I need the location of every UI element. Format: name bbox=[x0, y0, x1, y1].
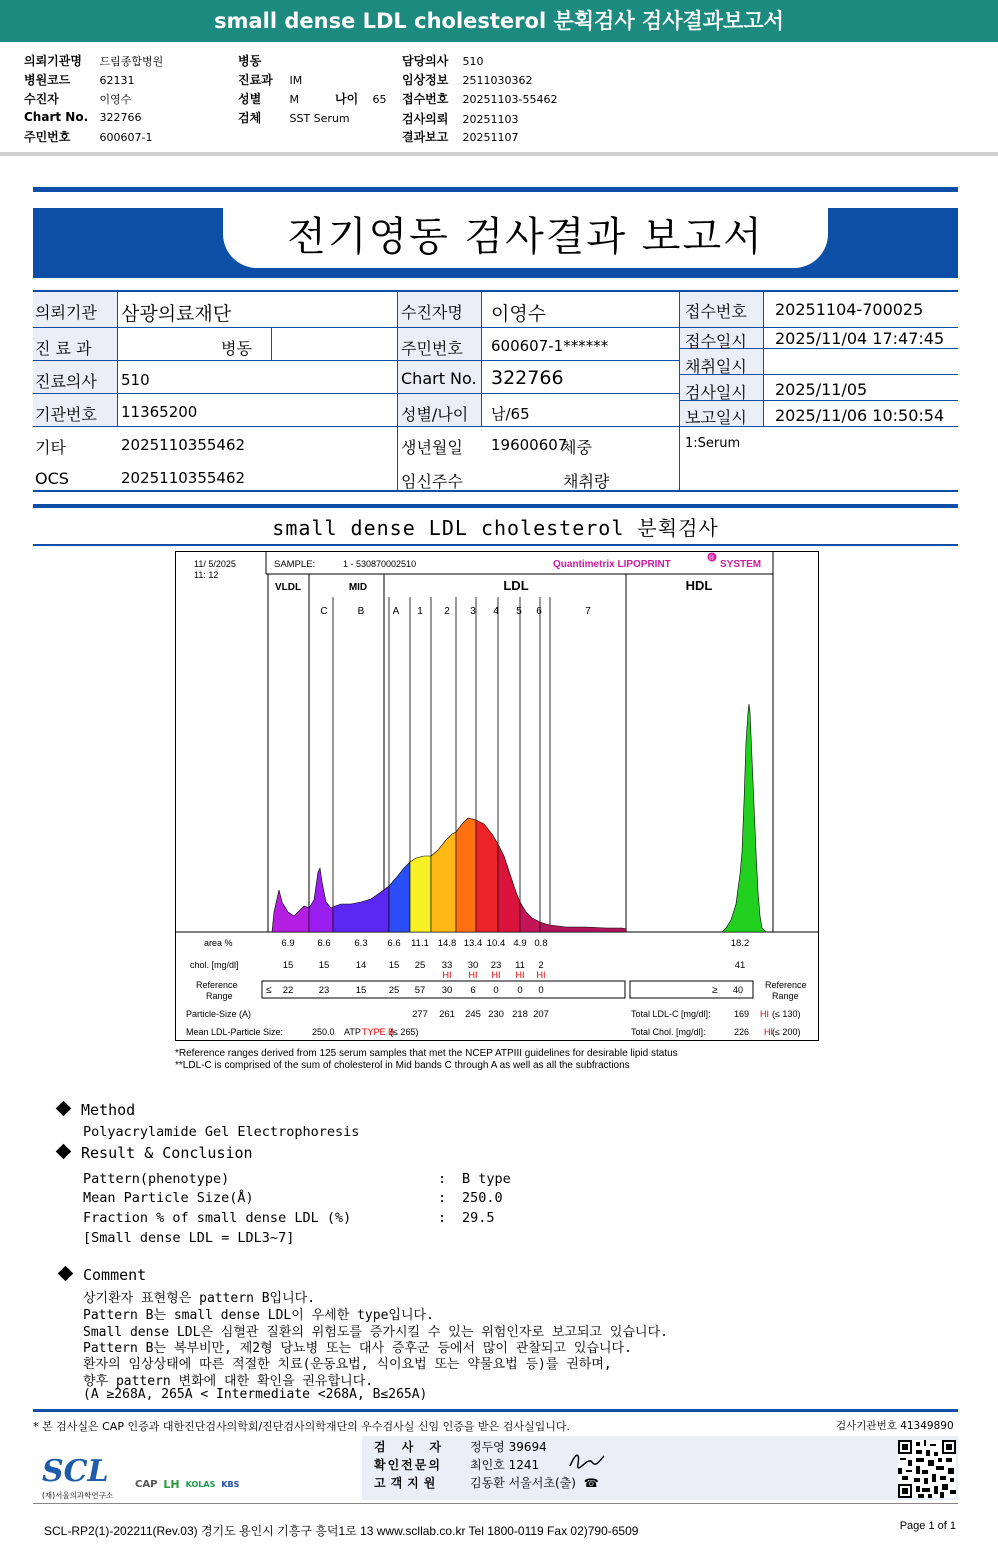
band-area bbox=[272, 890, 309, 932]
area-pct-value: 6.6 bbox=[317, 938, 331, 949]
band-area bbox=[410, 856, 431, 932]
ref-range-value: 57 bbox=[414, 985, 426, 996]
info-value: 510 bbox=[462, 55, 484, 68]
group-label: LDL bbox=[503, 578, 529, 593]
info-request-row bbox=[402, 110, 519, 127]
chol-value: 15 bbox=[388, 960, 400, 971]
info-hospital-code-row bbox=[24, 71, 135, 88]
ref-range-value: 22 bbox=[282, 985, 294, 996]
result-note: [Small dense LDL = LDL3~7] bbox=[83, 1230, 295, 1246]
band-area bbox=[498, 844, 520, 932]
name-label: 수진자명 bbox=[401, 303, 463, 322]
chol-value: 33 bbox=[441, 960, 453, 971]
particle-size-value: 277 bbox=[412, 1009, 428, 1020]
result-label: Mean Particle Size(Å) bbox=[83, 1190, 254, 1206]
info-value: SST Serum bbox=[289, 112, 350, 125]
certification-logos bbox=[135, 1478, 239, 1491]
comment-line: Small dense LDL은 심혈관 질환의 위험도를 증가시킬 수 있는 위험인자로 보고되고 있습니다. bbox=[83, 1325, 668, 1340]
mean-ldl-value: 250.0 bbox=[312, 1027, 335, 1037]
info-value: 62131 bbox=[99, 74, 135, 87]
chol-value: 30 bbox=[467, 960, 479, 971]
result-value: 250.0 bbox=[462, 1190, 503, 1206]
total-ldl-flag: HI bbox=[760, 1009, 769, 1019]
total-chol-value: 226 bbox=[734, 1027, 750, 1037]
test-dt-label: 검사일시 bbox=[685, 383, 747, 402]
ref-range-value: 0 bbox=[538, 985, 544, 996]
divider bbox=[763, 292, 764, 426]
receipt-dt-label: 접수일시 bbox=[685, 332, 747, 351]
kbs-logo-icon: KBS bbox=[221, 1480, 240, 1489]
area-pct-value: 18.2 bbox=[730, 938, 750, 949]
band-area bbox=[722, 704, 766, 932]
info-value: 2511030362 bbox=[462, 74, 533, 87]
phone-icon: ☎ bbox=[583, 1476, 599, 1490]
comment-line: Pattern B는 복부비만, 제2형 당뇨병 또는 대사 증후군 등에서 많이 관찰되고 있습니다. bbox=[83, 1341, 632, 1356]
chol-value: 15 bbox=[318, 960, 330, 971]
ref-range-value: 23 bbox=[318, 985, 330, 996]
group-label: VLDL bbox=[274, 582, 302, 593]
info-value: IM bbox=[289, 74, 303, 87]
mean-type: TYPE B bbox=[362, 1027, 395, 1037]
lipoprint-chart-svg bbox=[176, 552, 818, 1040]
result-heading-text: Result & Conclusion bbox=[81, 1144, 253, 1162]
divider bbox=[33, 504, 958, 508]
pregnancy-label: 임신주수 bbox=[401, 472, 463, 491]
signature-box bbox=[362, 1436, 958, 1500]
comment-heading bbox=[60, 1266, 146, 1284]
divider bbox=[397, 292, 398, 492]
band-area bbox=[540, 922, 626, 932]
ref-range-value: 6 bbox=[470, 985, 476, 996]
doctor-value: 510 bbox=[121, 371, 150, 389]
group-label: MID bbox=[348, 582, 368, 593]
method-heading bbox=[58, 1101, 135, 1119]
area-pct-value: 10.4 bbox=[486, 938, 506, 949]
band-area bbox=[476, 820, 498, 932]
signature-icon bbox=[566, 1450, 606, 1472]
band-label: A bbox=[392, 606, 400, 617]
info-age-label: 나이 bbox=[335, 92, 359, 106]
signer-label: 고객지원 bbox=[374, 1476, 441, 1490]
divider bbox=[33, 426, 958, 427]
info-value: 600607-1 bbox=[99, 131, 153, 144]
divider bbox=[33, 187, 958, 192]
doctor-label: 진료의사 bbox=[35, 372, 97, 391]
info-value: 드림종합병원 bbox=[99, 55, 164, 68]
chol-value: 15 bbox=[282, 960, 294, 971]
signer-label: 확인전문의 bbox=[374, 1458, 442, 1472]
band-label: 2 bbox=[444, 606, 450, 617]
mean-atp: ATP bbox=[344, 1027, 361, 1037]
etc-value: 2025110355462 bbox=[121, 436, 246, 454]
info-label: 담당의사 bbox=[402, 54, 449, 68]
comment-line: 환자의 임상상태에 따른 적절한 치료(운동요법, 식이요법 또는 약물요법 등)를 권하며, bbox=[83, 1357, 612, 1372]
divider bbox=[33, 544, 958, 546]
particle-size-value: 230 bbox=[488, 1009, 504, 1020]
area-pct-label: area % bbox=[204, 938, 233, 948]
chol-value: 14 bbox=[355, 960, 367, 971]
divider bbox=[33, 360, 679, 361]
particle-size-value: 207 bbox=[533, 1009, 549, 1020]
band-area bbox=[456, 818, 476, 932]
info-chart-row bbox=[24, 110, 142, 124]
divider bbox=[33, 1409, 958, 1412]
diamond-bullet-icon bbox=[56, 1144, 72, 1160]
band-area bbox=[431, 832, 456, 932]
receipt-no-label: 접수번호 bbox=[685, 302, 747, 321]
signer-row bbox=[374, 1438, 547, 1455]
band-label: 5 bbox=[516, 606, 522, 617]
info-patient-row bbox=[24, 90, 131, 107]
patient-info-table bbox=[33, 290, 958, 492]
total-chol-ref: (≤ 200) bbox=[772, 1027, 801, 1037]
ref-le-symbol: ≤ bbox=[266, 985, 272, 996]
sex-age-label: 성별/나이 bbox=[401, 405, 469, 424]
info-doctor-row bbox=[402, 52, 484, 69]
ref-label-1: Reference bbox=[196, 980, 238, 990]
chol-value: 25 bbox=[414, 960, 426, 971]
chol-value: 2 bbox=[538, 960, 544, 971]
area-pct-value: 6.3 bbox=[354, 938, 368, 949]
info-sex-row bbox=[238, 90, 387, 107]
institution-value: 삼광의료재단 bbox=[121, 303, 232, 325]
name-value: 이영수 bbox=[491, 303, 547, 325]
ref-right-label-2: Range bbox=[772, 991, 799, 1001]
comment-line: 향후 pattern 변화에 대한 확인을 권유합니다. bbox=[83, 1374, 374, 1389]
info-value: 이영수 bbox=[99, 93, 132, 106]
diamond-bullet-icon bbox=[56, 1101, 72, 1117]
inst-no-value: 11365200 bbox=[121, 403, 198, 421]
chol-label: chol. [mg/dl] bbox=[190, 960, 239, 970]
kolas-logo-icon: KOLAS bbox=[185, 1480, 216, 1489]
info-value: 20251103-55462 bbox=[462, 93, 558, 106]
qr-code-icon bbox=[898, 1440, 956, 1498]
comment-line: (A ≥268A, 265A < Intermediate <268A, B≤265A) bbox=[83, 1387, 428, 1402]
chart-footnote: **LDL-C is comprised of the sum of cholesterol in Mid bands C through A as well as all the subfractions bbox=[175, 1060, 630, 1071]
chol-value: 23 bbox=[490, 960, 502, 971]
ref-range-value: 30 bbox=[441, 985, 453, 996]
lipoprint-chart bbox=[175, 551, 819, 1041]
result-sep: : bbox=[438, 1190, 447, 1206]
group-label: HDL bbox=[685, 578, 713, 593]
area-pct-value: 6.9 bbox=[281, 938, 295, 949]
info-specimen-row bbox=[238, 109, 350, 126]
mean-ref: (≤ 265) bbox=[390, 1027, 419, 1037]
info-label: 병원코드 bbox=[24, 73, 71, 87]
result-value: B type bbox=[462, 1171, 511, 1187]
lab-number: 검사기관번호 41349890 bbox=[836, 1420, 954, 1432]
result-sep: : bbox=[438, 1210, 447, 1226]
signer-value: 김동환 서울서초(출) bbox=[470, 1476, 576, 1490]
rrn-label: 주민번호 bbox=[401, 339, 463, 358]
info-institution-row bbox=[24, 52, 163, 69]
info-label: 수진자 bbox=[24, 92, 59, 106]
collect-dt-label: 채취일시 bbox=[685, 357, 747, 376]
ref-hdl-ge-symbol: ≥ bbox=[712, 985, 718, 996]
hi-flag: HI bbox=[491, 970, 501, 980]
area-pct-value: 0.8 bbox=[534, 938, 548, 949]
inst-no-label: 기관번호 bbox=[35, 405, 97, 424]
certification-note: * 본 검사실은 CAP 인증과 대한진단검사의학회/진단검사의학재단의 우수검사실 신임 인증을 받은 검사실입니다. bbox=[33, 1420, 571, 1433]
total-chol-label: Total Chol. [mg/dl]: bbox=[631, 1027, 706, 1037]
dept-value: 병동 bbox=[221, 339, 252, 358]
hi-flag: HI bbox=[442, 970, 452, 980]
band-area bbox=[520, 902, 540, 932]
birth-label: 생년월일 bbox=[401, 438, 463, 457]
info-value: M bbox=[289, 93, 299, 106]
total-ldl-ref: (≤ 130) bbox=[772, 1009, 801, 1019]
brand-mark: ® bbox=[709, 555, 715, 562]
section-title: small dense LDL cholesterol 분획검사 bbox=[272, 516, 719, 540]
birth-value: 19600607 bbox=[491, 436, 568, 454]
page-number: Page 1 of 1 bbox=[899, 1520, 956, 1532]
scl-logo-text: SCL bbox=[42, 1454, 109, 1489]
footer-address: SCL-RP2(1)-202211(Rev.03) 경기도 용인시 기흥구 흥덕1로 13 www.scllab.co.kr Tel 1800-0119 Fax 02)790-6509 bbox=[44, 1524, 639, 1538]
info-rrn-row bbox=[24, 128, 152, 145]
specimen-value: 1:Serum bbox=[685, 436, 741, 451]
scl-logo-sub: (재)서울의과학연구소 bbox=[42, 1491, 114, 1500]
area-pct-value: 14.8 bbox=[437, 938, 457, 949]
dept-label: 진 료 과 bbox=[35, 339, 92, 358]
lh-logo-icon: LH bbox=[163, 1478, 180, 1491]
particle-size-label: Particle-Size (A) bbox=[186, 1009, 252, 1019]
hi-flag: HI bbox=[536, 970, 546, 980]
info-label: Chart No. bbox=[24, 110, 89, 124]
result-sep: : bbox=[438, 1171, 447, 1187]
ref-hdl-value: 40 bbox=[733, 985, 744, 995]
band-label: C bbox=[320, 606, 328, 617]
diamond-bullet-icon bbox=[58, 1266, 74, 1282]
result-label: Fraction % of small dense LDL (%) bbox=[83, 1210, 352, 1226]
comment-line: 상기환자 표현형은 pattern B입니다. bbox=[83, 1291, 316, 1306]
band-area bbox=[333, 886, 389, 932]
info-label: 병동 bbox=[238, 54, 262, 68]
chart-label: Chart No. bbox=[401, 369, 477, 388]
band-label: 4 bbox=[493, 606, 499, 617]
info-receipt-row bbox=[402, 90, 557, 107]
ocs-label: OCS bbox=[35, 469, 69, 488]
institution-label: 의뢰기관 bbox=[35, 303, 97, 322]
signer-row bbox=[374, 1474, 599, 1491]
info-ward-row bbox=[238, 52, 286, 69]
signer-row bbox=[374, 1456, 539, 1473]
particle-size-value: 245 bbox=[465, 1009, 481, 1020]
sample-label: SAMPLE: bbox=[274, 559, 316, 570]
comment-heading-text: Comment bbox=[83, 1266, 147, 1284]
info-report-row bbox=[402, 128, 519, 145]
info-label: 접수번호 bbox=[402, 92, 449, 106]
scl-logo bbox=[42, 1456, 122, 1502]
ref-range-value: 15 bbox=[355, 985, 367, 996]
ref-range-value: 0 bbox=[517, 985, 523, 996]
band-label: B bbox=[357, 606, 365, 617]
result-value: 29.5 bbox=[462, 1210, 495, 1226]
area-pct-value: 6.6 bbox=[387, 938, 401, 949]
rrn-value: 600607-1****** bbox=[491, 337, 609, 355]
comment-line: Pattern B는 small dense LDL이 우세한 type입니다. bbox=[83, 1308, 434, 1323]
volume-label: 채취량 bbox=[563, 472, 610, 491]
result-heading bbox=[58, 1144, 253, 1162]
band-label: 7 bbox=[585, 606, 591, 617]
info-label: 임상정보 bbox=[402, 73, 449, 87]
band-label: 1 bbox=[417, 606, 423, 617]
sample-id: 1 - 530870002510 bbox=[343, 559, 417, 569]
brand-name: Quantimetrix LIPOPRINT bbox=[553, 559, 671, 570]
info-label: 진료과 bbox=[238, 73, 273, 87]
receipt-dt-value: 2025/11/04 17:47:45 bbox=[775, 329, 945, 348]
info-label: 검체 bbox=[238, 111, 262, 125]
info-value: 20251107 bbox=[462, 131, 519, 144]
ref-label-2: Range bbox=[206, 991, 233, 1001]
chart-footnote: *Reference ranges derived from 125 serum samples that met the NCEP ATPIII guidelines for desirable lipid status bbox=[175, 1048, 678, 1059]
ref-range-value: 0 bbox=[493, 985, 499, 996]
divider bbox=[33, 327, 958, 328]
info-label: 주민번호 bbox=[24, 130, 71, 144]
report-banner-title: small dense LDL cholesterol 분획검사 검사결과보고서 bbox=[0, 0, 998, 42]
report-dt-label: 보고일시 bbox=[685, 408, 747, 427]
brand-suffix: SYSTEM bbox=[720, 559, 762, 570]
weight-label: 체중 bbox=[561, 438, 592, 457]
receipt-no-value: 20251104-700025 bbox=[775, 300, 924, 319]
total-ldl-label: Total LDL-C [mg/dl]: bbox=[631, 1009, 711, 1019]
info-label: 검사의뢰 bbox=[402, 112, 449, 126]
test-dt-value: 2025/11/05 bbox=[775, 380, 868, 399]
chart-time: 11: 12 bbox=[194, 570, 219, 580]
divider bbox=[33, 1503, 958, 1504]
method-text: Polyacrylamide Gel Electrophoresis bbox=[83, 1124, 360, 1140]
cap-logo-icon: CAP bbox=[135, 1479, 158, 1490]
top-info-panel bbox=[0, 42, 998, 156]
chart-date: 11/ 5/2025 bbox=[194, 559, 236, 569]
area-pct-value: 4.9 bbox=[513, 938, 527, 949]
chol-value: 41 bbox=[734, 960, 746, 971]
chol-value: 11 bbox=[515, 960, 525, 971]
mean-ldl-label: Mean LDL-Particle Size: bbox=[186, 1027, 284, 1037]
info-label: 결과보고 bbox=[402, 130, 449, 144]
signer-label: 검 사 자 bbox=[374, 1440, 448, 1454]
band-label: 3 bbox=[470, 606, 476, 617]
ocs-value: 2025110355462 bbox=[121, 469, 246, 487]
particle-size-value: 218 bbox=[512, 1009, 528, 1020]
divider bbox=[481, 292, 482, 426]
divider bbox=[271, 327, 272, 360]
info-dept-row bbox=[238, 71, 302, 88]
hi-flag: HI bbox=[515, 970, 525, 980]
hi-flag: HI bbox=[468, 970, 478, 980]
divider bbox=[117, 292, 118, 426]
sex-age-value: 남/65 bbox=[491, 405, 530, 423]
band-area bbox=[309, 868, 333, 932]
method-heading-text: Method bbox=[81, 1101, 136, 1119]
report-dt-value: 2025/11/06 10:50:54 bbox=[775, 406, 945, 425]
signer-value: 최인호 1241 bbox=[470, 1458, 540, 1472]
result-label: Pattern(phenotype) bbox=[83, 1171, 230, 1187]
particle-size-value: 261 bbox=[439, 1009, 455, 1020]
signer-value: 정두영 39694 bbox=[470, 1440, 547, 1454]
ref-range-value: 25 bbox=[388, 985, 400, 996]
ref-right-label-1: Reference bbox=[765, 980, 807, 990]
chart-value: 322766 bbox=[491, 367, 564, 389]
total-ldl-value: 169 bbox=[734, 1009, 750, 1019]
report-title-band bbox=[33, 208, 958, 278]
info-clinical-row bbox=[402, 71, 533, 88]
area-pct-value: 13.4 bbox=[463, 938, 483, 949]
etc-label: 기타 bbox=[35, 438, 66, 457]
info-age-value: 65 bbox=[372, 93, 387, 106]
info-value: 322766 bbox=[99, 111, 142, 124]
total-chol-flag: HI bbox=[764, 1027, 773, 1037]
divider bbox=[679, 292, 680, 492]
info-label: 성별 bbox=[238, 92, 262, 106]
info-label: 의뢰기관명 bbox=[24, 54, 82, 68]
area-pct-value: 11.1 bbox=[411, 938, 429, 949]
info-value: 20251103 bbox=[462, 113, 519, 126]
chart-footnotes bbox=[175, 1048, 678, 1072]
divider bbox=[33, 393, 679, 394]
report-title: 전기영동 검사결과 보고서 bbox=[223, 208, 828, 268]
band-label: 6 bbox=[536, 606, 542, 617]
band-area bbox=[389, 862, 410, 932]
